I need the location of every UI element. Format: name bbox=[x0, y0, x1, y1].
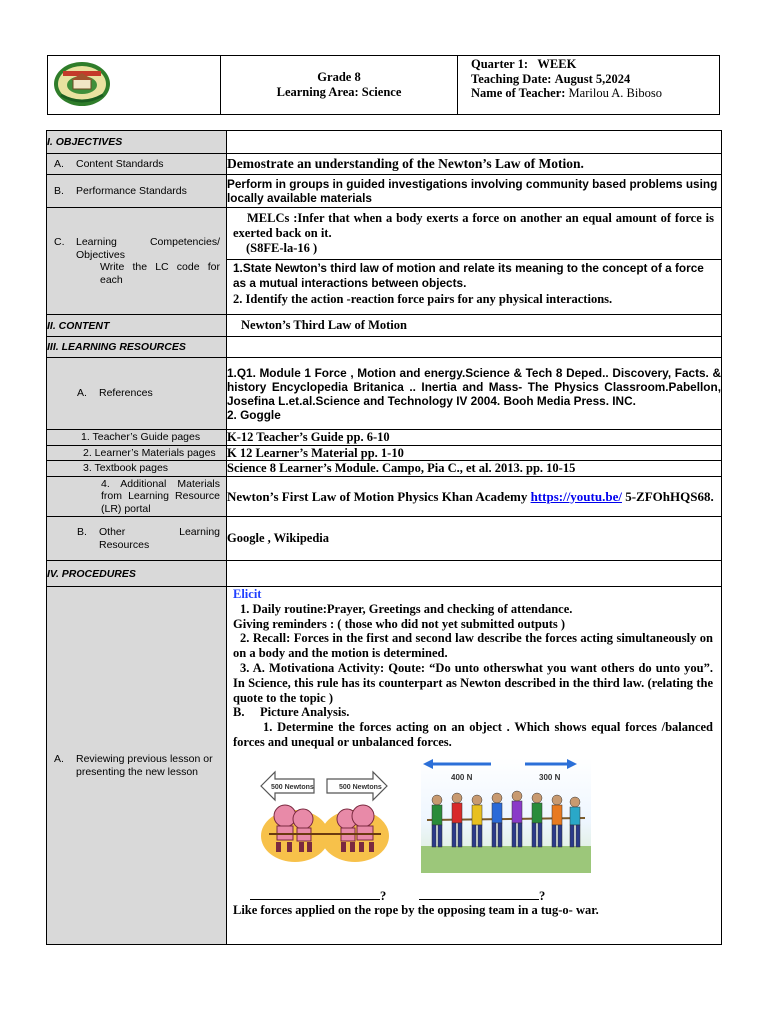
competencies-label: Learning Competencies/ Objectives bbox=[76, 236, 220, 261]
teachers-guide-value: K-12 Teacher’s Guide pp. 6-10 bbox=[227, 430, 722, 446]
references-value-2: 2. Goggle bbox=[227, 407, 281, 422]
content-value: Newton’s Third Law of Motion bbox=[227, 315, 722, 337]
unbalanced-forces-photo bbox=[421, 758, 591, 873]
melcs-code: (S8FE-la-16 ) bbox=[246, 241, 318, 255]
grade-label: Grade 8 bbox=[317, 70, 361, 84]
textbook-label: 3. Textbook pages bbox=[47, 461, 227, 477]
procedure-a-label-cell: A. Reviewing previous lesson or presenting the new lesson bbox=[47, 587, 227, 945]
learners-materials-label: 2. Learner’s Materials pages bbox=[47, 445, 227, 461]
content-standards-value: Demostrate an understanding of the Newton’s Law of Motion. bbox=[227, 154, 722, 175]
other-resources-label: Other Learning Resources bbox=[99, 526, 220, 551]
procedure-recall: 2. Recall: Forces in the first and second law describe the forces acting simultaneously on on a body and the motion is determined. bbox=[233, 631, 713, 661]
procedure-a-label: Reviewing previous lesson or presenting the new lesson bbox=[76, 753, 213, 778]
objective-1: 1.State Newton’s third law of motion and relate its meaning to the concept of a force as a mutual interactions between objects. bbox=[227, 259, 721, 292]
other-resources-label-cell: B. Other Learning Resources bbox=[47, 517, 227, 561]
left-force-label: 500 Newtons bbox=[271, 783, 314, 791]
competencies-sublabel: Write the LC code for each bbox=[100, 261, 220, 286]
textbook-value: Science 8 Learner’s Module. Campo, Pia C., et al. 2013. pp. 10-15 bbox=[227, 461, 722, 477]
performance-standards-label: Performance Standards bbox=[76, 184, 187, 197]
teachers-guide-label: 1. Teacher’s Guide pages bbox=[47, 430, 227, 446]
elicit-heading: Elicit bbox=[233, 587, 262, 601]
right-force-label: 300 N bbox=[539, 772, 561, 782]
lr-portal-code: 5-ZFOhHQS68. bbox=[625, 488, 714, 504]
competencies-label-cell: C. Learning Competencies/ Objectives Write the LC code for each bbox=[47, 208, 227, 315]
teacher-name: Marilou A. Biboso bbox=[568, 86, 662, 100]
teaching-date-label: Teaching Date: bbox=[471, 71, 552, 86]
header-table bbox=[47, 55, 720, 115]
procedures-heading: IV. PROCEDURES bbox=[47, 561, 227, 587]
school-seal-logo bbox=[51, 59, 113, 109]
learning-area-label: Learning Area: Science bbox=[276, 85, 402, 99]
answer-blank-1[interactable] bbox=[250, 888, 380, 900]
references-label: References bbox=[99, 387, 153, 400]
answer-blank-2[interactable] bbox=[419, 888, 539, 900]
other-resources-value: Google , Wikipedia bbox=[227, 517, 722, 561]
lr-portal-link[interactable]: https://youtu.be/ bbox=[530, 488, 622, 504]
lesson-plan-table: I. OBJECTIVES A. Content Standards Demostrate an understanding of the Newton’s Law of Motion. B. Performance Standards Perform in groups in guided investigations involving community based problems using locally available materials C. Learning Competencies/ Objectives Write the LC code for each MELCs :Infer that when a body exerts a force on another an equal amount of force is exerted back on it. (S8FE-la-16 ) 1.State Newton’s third law of motion and relate its meaning to the concept of a force as a mutual interactions between objects. 2. Identify the action -reaction force pairs for any physical interactions. II. CONTENT Newton’s Third Law of Motion III. LEARNING RESOURCES A. References 1.Q1. Module 1 Force , Motion and energy.Science & Tech 8 Deped.. Discovery, Facts. & history Encyclopedia Britanica .. Inertia and Mass- The Physics Classroom.Pabellon, Josefina L.et.al.Science and Technology IV 2004. Booh Media Press. INC. 2. Goggle 1. Teacher’s Guide pages K-12 Teacher’s Guide pp. 6-10 2. Learner’s Materials pages K 12 Learner’s Material pp. 1-10 3. Textbook pages Science 8 Learner’s Module. Campo, Pia C., et al. 2013. pp. 10-15 4. Additional Materials from Learning Resource (LR) portal Newton’s First Law of Motion Physics Khan Academy https://youtu.be/ 5-ZFOhHQS68. B. Other Learning Resources Google , Wikipedia IV. PROCEDURES A. Reviewing previous lesson or presenting the new lesson Elicit 1. Daily routine:Prayer, Greetings and checking of attendance. Giving reminders : ( those who did not yet submitted outputs ) 2. Recall: Forces in the first and second law describe the forces acting simultaneously on on a body and the motion is determined. 3. A. Motivationa Activity: Qoute: “Do unto otherswhat you want others do unto you”. In Science, this rule has its counterpart as Newton described in the third law. (relating the quote to the topic ) B. Picture Analysis. 1. Determine the forces acting on an object . Which shows equal forces /balanced forces and unequal or unbalanced forces. 500 Newtons 500 Newtons 400 N 300 N ? ? Like forces applied on the rope by the opposing team in a tug-o- war. bbox=[46, 130, 722, 945]
objectives-heading: I. OBJECTIVES bbox=[47, 131, 227, 154]
melcs-text: MELCs :Infer that when a body exerts a force on another an equal amount of force is exerted back on it. bbox=[233, 211, 714, 240]
performance-standards-label-cell: B. Performance Standards bbox=[47, 175, 227, 208]
procedure-closing: Like forces applied on the rope by the opposing team in a tug-o- war. bbox=[233, 902, 599, 917]
week-label: WEEK bbox=[537, 57, 577, 71]
procedure-reminders: Giving reminders : ( those who did not yet submitted outputs ) bbox=[233, 616, 566, 631]
teacher-label: Name of Teacher: bbox=[471, 86, 566, 100]
header-grade-cell bbox=[221, 56, 458, 114]
content-heading: II. CONTENT bbox=[47, 315, 227, 337]
balanced-forces-illustration bbox=[259, 764, 389, 864]
resources-heading: III. LEARNING RESOURCES bbox=[47, 337, 227, 358]
objective-2: 2. Identify the action -reaction force pairs for any physical interactions. bbox=[233, 291, 613, 306]
content-standards-label-cell: A. Content Standards bbox=[47, 154, 227, 175]
procedure-motivation: 3. A. Motivationa Activity: Qoute: “Do unto otherswhat you want others do unto you”. In Science, this rule has its counterpart as Newton described in the third law. (relating the quote to the topic ) bbox=[233, 660, 713, 705]
content-standards-label: Content Standards bbox=[76, 157, 164, 170]
performance-standards-value: Perform in groups in guided investigations involving community based problems using locally available materials bbox=[227, 175, 722, 208]
header-info-cell bbox=[458, 56, 719, 114]
picture-analysis-images bbox=[233, 758, 713, 883]
right-force-label: 500 Newtons bbox=[339, 783, 382, 791]
references-value: 1.Q1. Module 1 Force , Motion and energy.Science & Tech 8 Deped.. Discovery, Facts. & history Encyclopedia Britanica .. Inertia and Mass- The Physics Classroom.Pabellon, Josefina L.et.al.Science and Technology IV 2004. Booh Media Press. INC. bbox=[227, 365, 721, 408]
lr-portal-label: 4. Additional Materials from Learning Resource (LR) portal bbox=[47, 476, 227, 517]
lr-portal-text: Newton’s First Law of Motion Physics Khan Academy bbox=[227, 488, 528, 504]
teaching-date: August 5,2024 bbox=[554, 71, 631, 86]
answer-blanks: ? ? bbox=[233, 888, 713, 903]
procedure-determine-forces: 1. Determine the forces acting on an object . Which shows equal forces /balanced forces and unequal or unbalanced forces. bbox=[233, 720, 713, 749]
left-force-label: 400 N bbox=[451, 772, 473, 782]
procedure-picture-analysis: Picture Analysis. bbox=[260, 705, 350, 720]
header-logo-cell bbox=[48, 56, 221, 114]
procedure-daily-routine: 1. Daily routine:Prayer, Greetings and checking of attendance. bbox=[240, 601, 573, 616]
quarter-label: Quarter 1: bbox=[471, 57, 529, 71]
learners-materials-value: K 12 Learner’s Material pp. 1-10 bbox=[227, 445, 722, 461]
references-label-cell: A. References bbox=[47, 358, 227, 430]
